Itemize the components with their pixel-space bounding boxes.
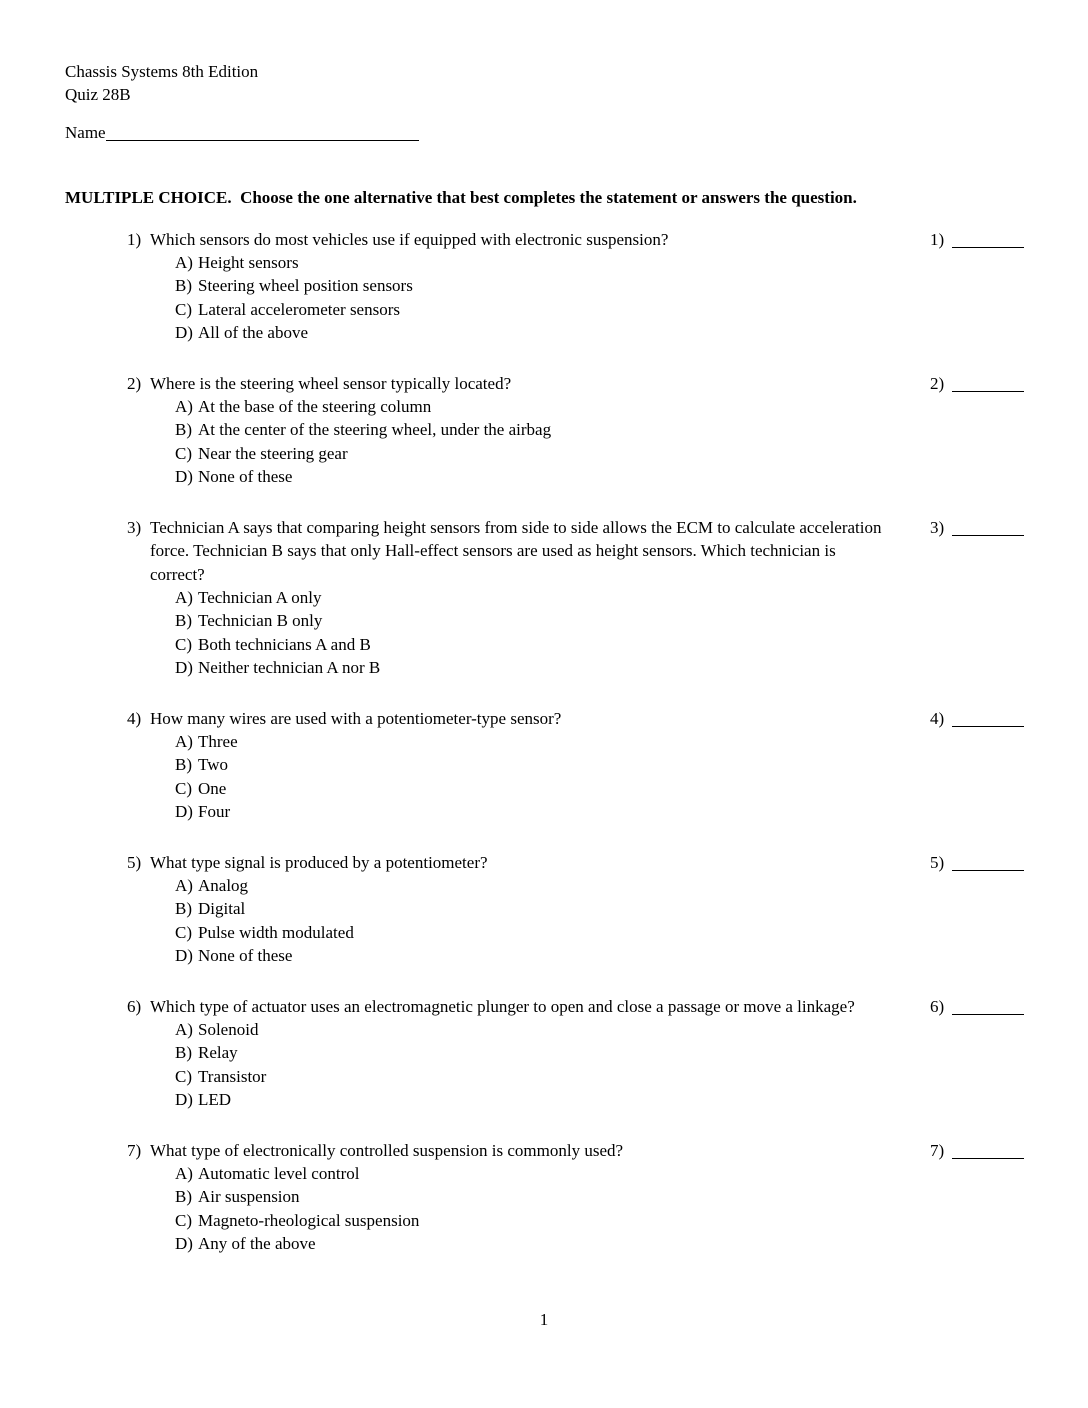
choices-list bbox=[127, 1162, 890, 1256]
question-block bbox=[0, 707, 1088, 824]
choice-label: B) bbox=[175, 276, 192, 296]
choice-text: Height sensors bbox=[198, 253, 299, 273]
choice-label: C) bbox=[175, 299, 192, 319]
choice-label: D) bbox=[175, 658, 193, 678]
question-main bbox=[127, 516, 890, 680]
answer-area bbox=[890, 1139, 1024, 1162]
choice-row bbox=[175, 1209, 890, 1232]
choice-label: A) bbox=[175, 397, 193, 417]
choice-row bbox=[175, 298, 890, 321]
choice-row bbox=[175, 1185, 890, 1208]
choices-list bbox=[127, 874, 890, 968]
answer-number: 4) bbox=[930, 708, 945, 728]
answer-number: 2) bbox=[930, 373, 945, 393]
choice-text: Two bbox=[198, 755, 228, 775]
choice-row bbox=[175, 753, 890, 776]
question-number: 4) bbox=[127, 708, 142, 728]
question-text-row bbox=[127, 995, 890, 1018]
choice-label: C) bbox=[175, 1210, 192, 1230]
answer-number: 1) bbox=[930, 229, 945, 249]
question-number: 5) bbox=[127, 852, 142, 872]
choice-text: Any of the above bbox=[198, 1234, 316, 1254]
answer-area bbox=[890, 707, 1024, 730]
answer-area bbox=[890, 228, 1024, 251]
choice-label: D) bbox=[175, 946, 193, 966]
question-block bbox=[0, 372, 1088, 489]
question-main bbox=[127, 1139, 890, 1256]
choice-row bbox=[175, 800, 890, 823]
name-row bbox=[0, 121, 1088, 144]
choice-text: Analog bbox=[198, 875, 249, 895]
choice-row bbox=[175, 1065, 890, 1088]
answer-blank-line[interactable] bbox=[952, 376, 1024, 392]
choice-label: C) bbox=[175, 443, 192, 463]
answer-area bbox=[890, 372, 1024, 395]
question-block bbox=[0, 228, 1088, 345]
choice-label: A) bbox=[175, 253, 193, 273]
question-number: 6) bbox=[127, 996, 142, 1016]
choice-text: Magneto-rheological suspension bbox=[198, 1210, 420, 1230]
instructions: MULTIPLE CHOICE. Choose the one alternative that best completes the statement or answers the question. bbox=[65, 188, 857, 208]
choices-list bbox=[127, 395, 890, 489]
choice-text: At the base of the steering column bbox=[198, 397, 432, 417]
choice-label: B) bbox=[175, 1187, 192, 1207]
choice-row bbox=[175, 442, 890, 465]
choice-label: B) bbox=[175, 611, 192, 631]
choice-label: C) bbox=[175, 1066, 192, 1086]
question-main bbox=[127, 995, 890, 1112]
choice-text: Technician B only bbox=[198, 611, 323, 631]
name-blank-line[interactable] bbox=[106, 125, 419, 141]
choice-row bbox=[175, 656, 890, 679]
question-number: 1) bbox=[127, 229, 142, 249]
choice-row bbox=[175, 465, 890, 488]
choice-text: One bbox=[198, 778, 227, 798]
choices-list bbox=[127, 251, 890, 345]
choice-label: D) bbox=[175, 1234, 193, 1254]
question-text-row bbox=[127, 228, 890, 251]
doc-title: Chassis Systems 8th Edition bbox=[65, 62, 259, 81]
choice-row bbox=[175, 251, 890, 274]
question-number: 2) bbox=[127, 373, 142, 393]
choice-text: At the center of the steering wheel, under the airbag bbox=[198, 420, 552, 440]
question-text-row bbox=[127, 707, 890, 730]
choice-text: Pulse width modulated bbox=[198, 922, 354, 942]
question-block bbox=[0, 995, 1088, 1112]
question-text: Which sensors do most vehicles use if equipped with electronic suspension? bbox=[150, 229, 669, 249]
question-main bbox=[127, 851, 890, 968]
question-number: 7) bbox=[127, 1140, 142, 1160]
question-text-row bbox=[127, 851, 890, 874]
choice-label: B) bbox=[175, 420, 192, 440]
choice-label: D) bbox=[175, 467, 193, 487]
choice-row bbox=[175, 897, 890, 920]
answer-blank-line[interactable] bbox=[952, 711, 1024, 727]
answer-number: 6) bbox=[930, 996, 945, 1016]
answer-area bbox=[890, 516, 1024, 539]
choice-row bbox=[175, 874, 890, 897]
question-text-row bbox=[127, 372, 890, 395]
choice-text: Near the steering gear bbox=[198, 443, 348, 463]
answer-number: 7) bbox=[930, 1140, 945, 1160]
answer-area bbox=[890, 995, 1024, 1018]
choice-row bbox=[175, 418, 890, 441]
question-number: 3) bbox=[127, 517, 142, 537]
choices-list bbox=[127, 1018, 890, 1112]
question-text: Technician A says that comparing height sensors from side to side allows the ECM to calculate acceleration force. Technician B says that only Hall-effect sensors are used as height sensors. Which technician is correct? bbox=[150, 517, 882, 584]
name-label: Name bbox=[65, 122, 106, 142]
question-block bbox=[0, 516, 1088, 680]
choice-row bbox=[175, 274, 890, 297]
choice-label: C) bbox=[175, 778, 192, 798]
choice-row bbox=[175, 1088, 890, 1111]
choice-text: None of these bbox=[198, 946, 293, 966]
question-main bbox=[127, 228, 890, 345]
question-text-row bbox=[127, 1139, 890, 1162]
question-text: What type signal is produced by a potentiometer? bbox=[150, 852, 488, 872]
choice-row bbox=[175, 321, 890, 344]
choice-row bbox=[175, 730, 890, 753]
question-text-row bbox=[127, 516, 890, 586]
choice-label: D) bbox=[175, 1090, 193, 1110]
document-header bbox=[0, 0, 1088, 107]
page-number: 1 bbox=[539, 1310, 549, 1329]
question-text: How many wires are used with a potentiometer-type sensor? bbox=[150, 708, 562, 728]
answer-number: 3) bbox=[930, 517, 945, 537]
choice-text: Transistor bbox=[198, 1066, 267, 1086]
choice-label: D) bbox=[175, 323, 193, 343]
choice-row bbox=[175, 609, 890, 632]
choice-label: A) bbox=[175, 731, 193, 751]
doc-subtitle: Quiz 28B bbox=[65, 85, 131, 105]
question-block bbox=[0, 851, 1088, 968]
choice-text: Steering wheel position sensors bbox=[198, 276, 413, 296]
choices-list bbox=[127, 730, 890, 824]
answer-blank-line[interactable] bbox=[952, 999, 1024, 1015]
questions-list bbox=[0, 228, 1088, 1256]
question-text: What type of electronically controlled suspension is commonly used? bbox=[150, 1140, 624, 1160]
question-main bbox=[127, 372, 890, 489]
choice-text: Solenoid bbox=[198, 1020, 259, 1039]
choice-row bbox=[175, 944, 890, 967]
choice-label: D) bbox=[175, 802, 193, 822]
choice-label: A) bbox=[175, 875, 193, 895]
choice-text: Both technicians A and B bbox=[198, 634, 371, 654]
answer-blank-line[interactable] bbox=[952, 520, 1024, 536]
choice-row bbox=[175, 1162, 890, 1185]
choice-row bbox=[175, 586, 890, 609]
choice-row bbox=[175, 921, 890, 944]
choice-text: Digital bbox=[198, 899, 246, 919]
choices-list bbox=[127, 586, 890, 680]
choice-text: Lateral accelerometer sensors bbox=[198, 299, 400, 319]
choice-text: Three bbox=[198, 731, 238, 751]
choice-row bbox=[175, 395, 890, 418]
choice-label: B) bbox=[175, 1043, 192, 1063]
choice-row bbox=[175, 1018, 890, 1041]
choice-text: Relay bbox=[198, 1043, 238, 1063]
choice-label: B) bbox=[175, 899, 192, 919]
choice-row bbox=[175, 777, 890, 800]
choice-text: Four bbox=[198, 802, 231, 822]
choice-label: C) bbox=[175, 634, 192, 654]
question-text: Where is the steering wheel sensor typically located? bbox=[150, 373, 512, 393]
answer-number: 5) bbox=[930, 852, 945, 872]
question-text: Which type of actuator uses an electromagnetic plunger to open and close a passage or move a linkage? bbox=[150, 996, 855, 1016]
choice-text: Automatic level control bbox=[198, 1164, 360, 1184]
choice-text: Technician A only bbox=[198, 587, 322, 607]
answer-blank-line[interactable] bbox=[952, 232, 1024, 248]
choice-label: B) bbox=[175, 755, 192, 775]
choice-text: Air suspension bbox=[198, 1187, 300, 1207]
question-main bbox=[127, 707, 890, 824]
choice-text: None of these bbox=[198, 467, 293, 487]
answer-area bbox=[890, 851, 1024, 874]
choice-row bbox=[175, 633, 890, 656]
choice-text: All of the above bbox=[198, 323, 308, 343]
choice-label: A) bbox=[175, 1164, 193, 1184]
question-block bbox=[0, 1139, 1088, 1256]
answer-blank-line[interactable] bbox=[952, 1143, 1024, 1159]
choice-text: LED bbox=[198, 1090, 232, 1110]
choice-label: A) bbox=[175, 587, 193, 607]
choice-row bbox=[175, 1041, 890, 1064]
choice-label: C) bbox=[175, 922, 192, 942]
choice-text: Neither technician A nor B bbox=[198, 658, 381, 678]
choice-label: A) bbox=[175, 1020, 193, 1039]
answer-blank-line[interactable] bbox=[952, 855, 1024, 871]
choice-row bbox=[175, 1232, 890, 1255]
